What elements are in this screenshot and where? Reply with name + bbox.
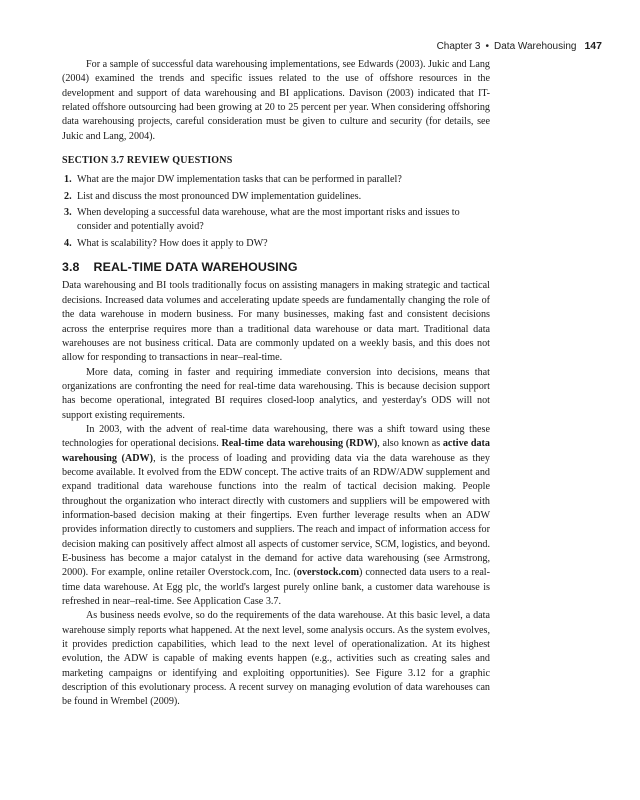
page-body	[62, 58, 490, 710]
paragraph-3-part-d: ) connected data users to a real-time data warehouse. At Egg plc, the world's largest purely online bank, a customer data warehouse is refreshed in near–real-time. See Application Case 3.7.	[62, 567, 490, 608]
intro-paragraph: For a sample of successful data warehousing implementations, see Edwards (2003). Jukic and Lang (2004) examined the trends and specific issues related to the use of offshore resources in the development and support of data warehousing and BI applications. Davison (2003) indicated that IT-related offshore outsourcing had been growing at 20 to 25 percent per year. When considering offshoring data warehousing projects, careful consideration must be given to culture and security (for details, see Jukic and Lang, 2004).	[62, 59, 490, 142]
chapter-title: Data Warehousing	[494, 41, 577, 52]
section-heading	[62, 260, 490, 274]
paragraph-1: Data warehousing and BI tools traditionally focus on assisting managers in making strategic and tactical decisions. Increased data volumes and accelerating update speeds are fundamentally changing the role of the data warehouse in modern business. For many businesses, making fast and consistent decisions across the enterprise requires more than a traditional data warehouse or data mart. Traditional data warehouses are not business critical. Data are commonly updated on a weekly basis, and this does not allow for responding to transactions in near–real-time.	[62, 280, 490, 364]
paragraph-3-part-b: , also known as	[377, 438, 443, 450]
question-number: 1.	[64, 174, 72, 186]
question-number: 3.	[64, 207, 72, 219]
review-question	[62, 173, 490, 187]
paragraph-4: As business needs evolve, so do the requirements of the data warehouse. At this basic level, a data warehouse simply reports what happened. At the next level, some analysis occurs. As the system evolves, it provides prediction capabilities, which lead to the next level of operationalization. At its highest evolution, the ADW is capable of making events happen (e.g., activities such as creating sales and marketing campaigns or identifying and exploiting opportunities). See Figure 3.12 for a graphic description of this evolutionary process. A recent survey on managing evolution of data warehouses can be found in Wrembel (2009).	[62, 610, 490, 708]
question-text: What are the major DW implementation tasks that can be performed in parallel?	[77, 174, 402, 186]
question-text: When developing a successful data warehouse, what are the most important risks and issues to consider and potentially avoid?	[77, 207, 460, 233]
question-number: 4.	[64, 237, 72, 249]
term-active-data-warehousing: active data warehousing (ADW)	[62, 438, 490, 464]
section-number: 3.8	[62, 260, 80, 275]
paragraph-3-part-c: , is the process of loading and providing data via the data warehouse as they become available. It evolved from the EDW concept. The active traits of an RDW/ADW supplement and expand traditional data warehouse functions into the realm of tactical decision making. People throughout the organization who interact directly with customers and suppliers will be empowered with information-based decision making at their fingertips. Even further leverage results when an ADW provides information directly to customers and suppliers. The reach and impact of information access for decision making can positively affect almost all aspects of customer service, SCM, logistics, and beyond. E-business has become a major catalyst in the demand for active data warehousing (see Armstrong, 2000). For example, online retailer Overstock.com, Inc. (	[62, 452, 490, 579]
review-question	[62, 206, 490, 235]
question-text: What is scalability? How does it apply to DW?	[77, 237, 268, 249]
bullet-separator: •	[485, 41, 490, 52]
paragraph-3	[62, 423, 490, 609]
term-overstock-url: overstock.com	[296, 567, 360, 579]
running-head	[437, 40, 602, 52]
paragraph-3-part-a: In 2003, with the advent of real-time data warehousing, there was a shift toward using these technologies for operational decisions.	[62, 423, 490, 450]
question-number: 2.	[64, 190, 72, 202]
chapter-label: Chapter 3	[436, 41, 481, 52]
question-text: List and discuss the most pronounced DW implementation guidelines.	[77, 190, 362, 202]
review-questions-heading: SECTION 3.7 REVIEW QUESTIONS	[62, 155, 233, 167]
review-questions-list	[62, 173, 490, 251]
section-title: REAL-TIME DATA WAREHOUSING	[93, 260, 298, 275]
review-question	[62, 190, 490, 204]
page-number: 147	[584, 40, 602, 52]
term-real-time-data-warehousing: Real-time data warehousing (RDW)	[221, 438, 378, 450]
review-question	[62, 237, 490, 251]
paragraph-2: More data, coming in faster and requiring immediate conversion into decisions, means that organizations are confronting the need for real-time data warehousing. This is because decision support has become operational, integrated BI requires closed-loop analytics, and yesterday's ODS will not support existing requirements.	[62, 366, 490, 421]
